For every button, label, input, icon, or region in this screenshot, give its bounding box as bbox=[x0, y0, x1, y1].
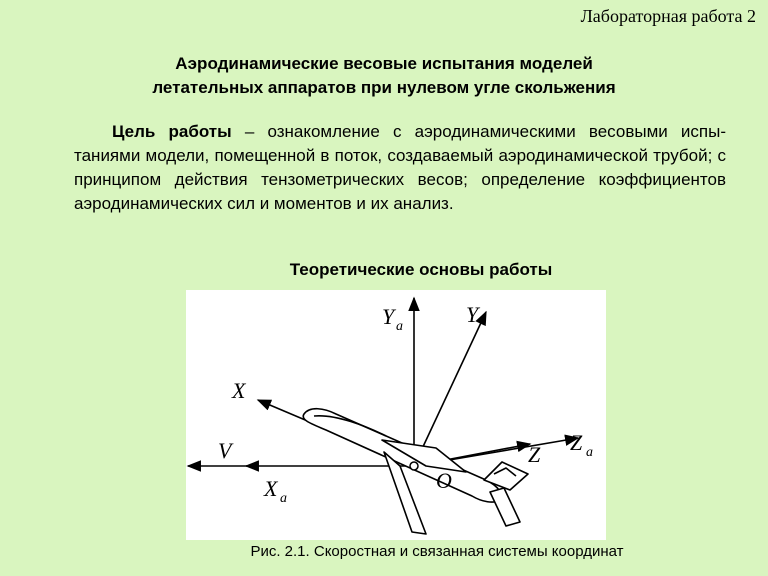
purpose-label: Цель работы bbox=[112, 122, 232, 141]
label-x: X bbox=[232, 378, 246, 403]
label-ya-sub: a bbox=[396, 319, 403, 334]
label-xa: X bbox=[264, 476, 278, 501]
label-ya: Y bbox=[382, 304, 395, 329]
label-xa-sub: a bbox=[280, 491, 287, 506]
figure-caption: Рис. 2.1. Скоростная и связанная системы координат bbox=[250, 543, 624, 560]
label-origin: O bbox=[436, 468, 452, 493]
slide-header: Лабораторная работа 2 bbox=[580, 6, 756, 26]
section-subtitle: Теоретические основы работы bbox=[289, 260, 553, 279]
label-v: V bbox=[218, 438, 232, 463]
y-axis bbox=[414, 312, 486, 466]
coordinate-diagram bbox=[186, 290, 606, 540]
coordinate-systems-figure bbox=[186, 290, 606, 540]
aircraft-model bbox=[303, 409, 528, 534]
label-y: Y bbox=[466, 302, 479, 327]
slide-title bbox=[0, 52, 768, 100]
title-line-1: Аэродинамические весовые испытания моделей bbox=[175, 54, 593, 73]
label-z: Z bbox=[528, 442, 541, 467]
purpose-text: – ознакомление с аэродинамическими весовыми испы-таниями модели, помещенной в поток, создаваемый аэродинамической трубой; с принципом действия тензометрических весов; определение коэффициентов аэродинамических сил и моментов и их анализ. bbox=[74, 122, 727, 213]
label-za-sub: a bbox=[586, 445, 593, 460]
label-za: Z bbox=[570, 430, 583, 455]
origin-point bbox=[410, 462, 418, 470]
title-line-2: летательных аппаратов при нулевом угле скольжения bbox=[152, 78, 616, 97]
purpose-paragraph bbox=[74, 120, 726, 216]
